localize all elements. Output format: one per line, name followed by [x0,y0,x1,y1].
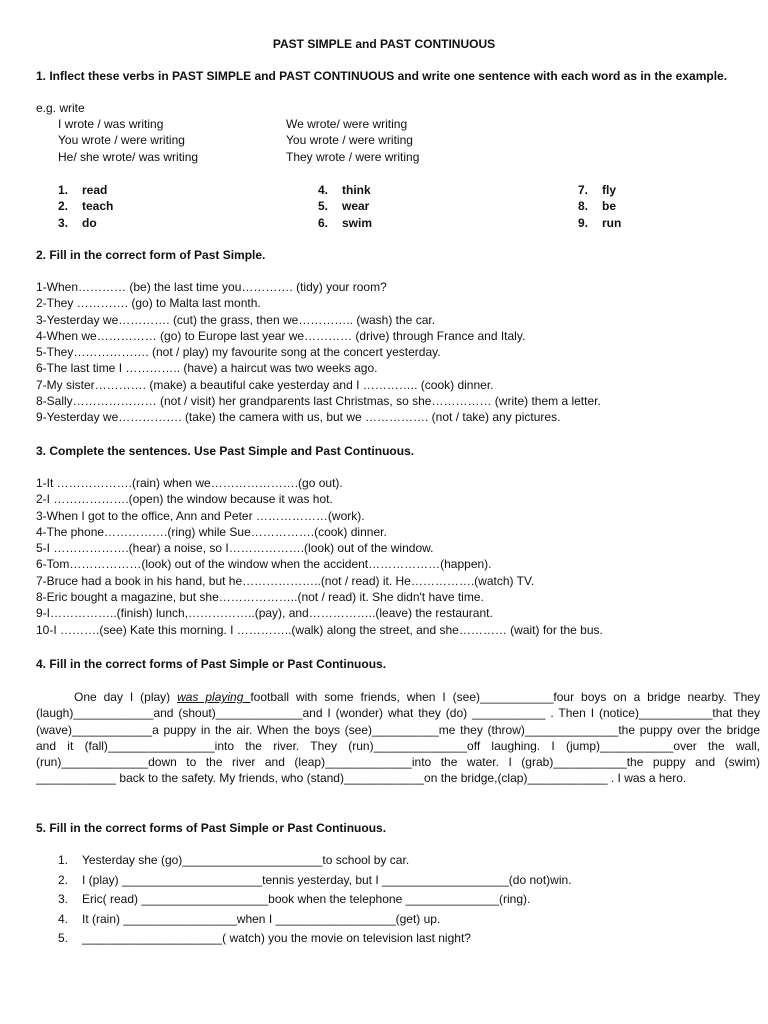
list-item: 4. It (rain) _________________when I __________________(get) up. [58,911,441,926]
conj-cell: We wrote/ were writing [286,117,408,131]
verb-row [58,215,698,231]
exercise-line: 1-When………… (be) the last time you…………. (tidy) your room? [36,280,387,294]
exercise-line: 1-It ……………….(rain) when we………………….(go out). [36,476,343,490]
verb-item: 4. think [318,183,371,197]
example-label: e.g. write [36,101,85,115]
conj-cell: They wrote / were writing [286,149,420,164]
exercise-line: 4-The phone…………….(ring) while Sue…………….(cook) dinner. [36,524,387,539]
story-text: football with some friends, when I (see)___________four boys on a bridge nearby. They (laugh)____________and (shout)_____________and I (wonder) what they (do) ___________ . Then I (notice)___________that they (wave)____________a puppy in the air. When the boys (see)__________me they (throw)______________the puppy over the bridge and it (fall)________________into the river. They (run)______________off laughing. I (jump)___________over the wall,(run)_____________down to the river and (leap)_____________into the water. I (grab)___________the puppy and (swim) ____________ back to the safety. My friends, who (stand)____________on the bridge,(clap)____________ . I was a hero. [36,690,760,786]
list-item: 1. Yesterday she (go)_____________________to school by car. [58,853,410,867]
verb-item: 7. fly [578,183,617,197]
list-item: 5. _____________________( watch) you the movie on television last night? [58,931,471,945]
exercise-line: 2-I ……………….(open) the window because it was hot. [36,492,333,507]
exercise-line: 10-I ……….(see) Kate this morning. I …………..(walk) along the street, and she………… (wait) for the bus. [36,622,603,637]
exercise-line: 3-Yesterday we…………. (cut) the grass, then we………….. (wash) the car. [36,312,436,327]
story-text: One day I (play) [74,690,178,704]
exercise-line: 6-The last time I ………….. (have) a haircut was two weeks ago. [36,361,378,376]
story-example-answer: was playing [177,690,251,704]
section-5-heading: 5. Fill in the correct forms of Past Simple or Past Continuous. [36,821,387,835]
verb-row [58,198,698,214]
exercise-line: 9-I……………..(finish) lunch,……………..(pay), and……………..(leave) the restaurant. [36,606,493,621]
conj-cell: You wrote / were writing [58,133,185,148]
section-5-exercises [58,852,658,950]
conj-row [58,149,558,165]
conj-cell: You wrote / were writing [286,133,413,148]
exercise-line: 4-When we…………… (go) to Europe last year we………… (drive) through France and Italy. [36,328,526,343]
conjugation-example [58,116,558,165]
section-3-exercises [36,475,736,638]
exercise-line: 5-I ……………….(hear) a noise, so I……………….(look) out of the window. [36,541,434,556]
conj-row [58,116,558,132]
exercise-line: 6-Tom………………(look) out of the window when the accident………………(happen). [36,557,492,572]
section-3-heading: 3. Complete the sentences. Use Past Simple and Past Continuous. [36,444,415,458]
conj-row [58,132,558,148]
section-1-heading: 1. Inflect these verbs in PAST SIMPLE and PAST CONTINUOUS and write one sentence with each word as in the example. [36,69,728,83]
conj-cell: He/ she wrote/ was writing [58,149,199,164]
section-4-heading: 4. Fill in the correct forms of Past Simple or Past Continuous. [36,657,387,671]
exercise-line: 7-Bruce had a book in his hand, but he………………..(not / read) it. He…………….(watch) TV. [36,573,535,588]
verb-item: 9. run [578,215,622,230]
exercise-line: 3-When I got to the office, Ann and Peter ………………(work). [36,508,365,523]
list-item: 2. I (play) _____________________tennis yesterday, but I ___________________(do not)win. [58,872,572,887]
exercise-line: 8-Sally………………… (not / visit) her grandparents last Christmas, so she…………… (write) them a letter. [36,394,601,409]
verb-list [58,182,698,231]
exercise-line: 7-My sister…………. (make) a beautiful cake yesterday and I ………….. (cook) dinner. [36,377,494,392]
exercise-line: 2-They …………. (go) to Malta last month. [36,296,261,311]
verb-item: 8. be [578,199,617,214]
verb-item: 1. read [58,183,108,197]
section-2-exercises [36,279,736,426]
exercise-line: 9-Yesterday we……………. (take) the camera with us, but we ……………. (not / take) any pictures. [36,410,561,425]
story-paragraph [36,689,760,787]
verb-item: 6. swim [318,215,373,230]
list-item: 3. Eric( read) ___________________book when the telephone ______________(ring). [58,892,531,906]
verb-item: 2. teach [58,199,114,214]
exercise-line: 8-Eric bought a magazine, but she………………..(not / read) it. She didn't have time. [36,590,484,605]
exercise-line: 5-They………………. (not / play) my favourite song at the concert yesterday. [36,345,441,360]
section-2-heading: 2. Fill in the correct form of Past Simple. [36,248,266,262]
verb-item: 5. wear [318,199,370,214]
verb-row [58,182,698,198]
page-title: PAST SIMPLE and PAST CONTINUOUS [272,37,496,51]
verb-item: 3. do [58,215,97,230]
conj-cell: I wrote / was writing [58,117,164,131]
